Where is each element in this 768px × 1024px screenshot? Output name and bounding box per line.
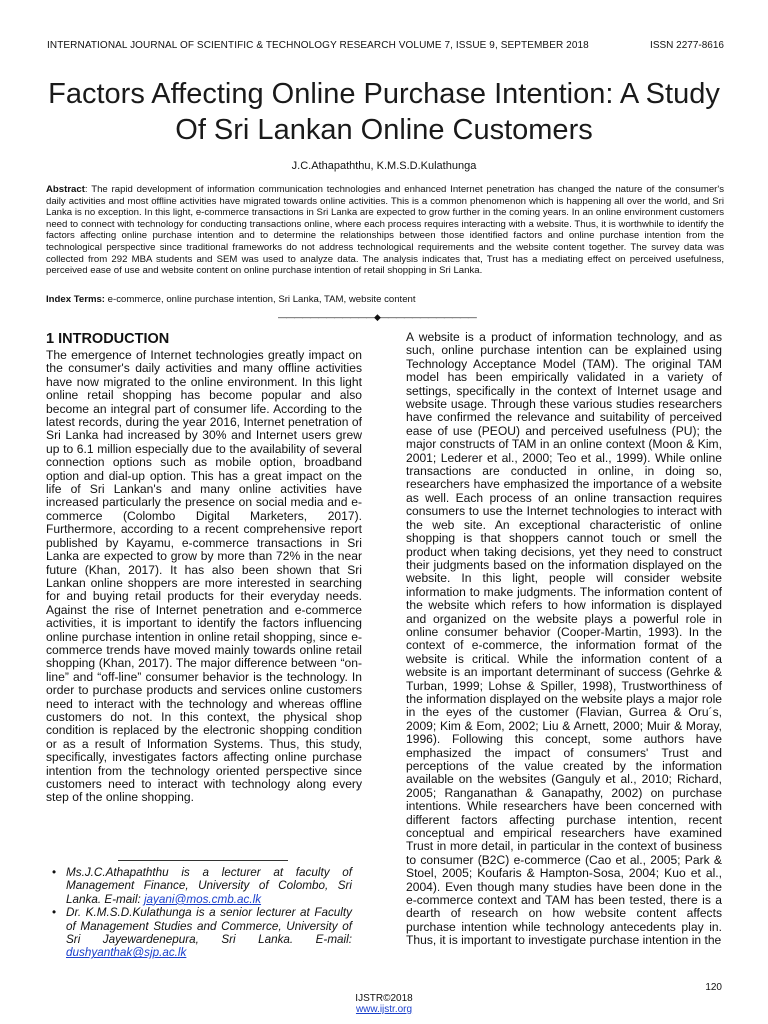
footnote-bullet: • [52,906,57,920]
abstract-text: : The rapid development of information communication technologies and enhanced Internet penetration has changed the nature of the consumer's daily activities and most offline activities have migrated towards online activities. This is a common phenomenon which is happening all over the world, and Sri Lanka is no exception. In this light, e-commerce transactions in Sri Lanka are expected to grow further in the coming years. In an online environment customers need to connect with technology for conducting transactions online, where each process requires interacting with a website. Thus, it is worthwhile to identify the factors affecting online purchase intention and to determine the relationships between those identified factors and online purchase intention from the technological perspective since traditional frameworks do not address technological requirements and the website content together. The survey data was collected from 292 MBA students and SEM was used to analyze data. The analysis indicates that, Trust has a mediating effect on perceived usefulness, perceived ease of use and website content on online purchase intention of retail shopping in Sri Lanka. [46,184,724,277]
footnote-bullet: • [52,866,57,879]
footnote-text: Dr. K.M.S.D.Kulathunga is a senior lecturer at Faculty of Management Studies and Commerce, University of Sri Jayewardenepura, Sri Lanka. E-mail: [66,906,352,947]
paper-title: Factors Affecting Online Purchase Intention: A Study Of Sri Lankan Online Customers [48,78,720,146]
abstract [46,184,724,277]
journal-url-link[interactable]: www.ijstr.org [355,1004,413,1015]
left-column [46,331,362,805]
copyright: IJSTR©2018 [355,993,413,1004]
issn-header: ISSN 2277-8616 [650,40,724,51]
intro-right-text: A website is a product of information technology, and as such, online purchase intention can be explained using Technology Acceptance Model (TAM). The original TAM model has been empirically validated in a variety of settings, specifically in the context of Internet usage and website usage. Through these various studies researchers have confirmed the relevance and suitability of perceived ease of use (PEOU) and perceived usefulness (PU); the major constructs of TAM in an online context (Moon & Kim, 2001; Lederer et al., 2000; Teo et al., 1999). While online transactions are conducted in online, in doing so, researchers have emphasized the importance of a website as well. Each process of an online transaction requires consumers to use the Internet technologies to interact with the web site. An exceptional characteristic of online shopping is that shoppers cannot touch or smell the product when taking decisions, yet they need to construct their judgments based on the information displayed on the website. In this light, people will consider website information to make judgments. The information content of the website which refers to how information is displayed and organized on the website plays a powerful role in online consumer behavior (Cooper-Martin, 1993). In the context of e-commerce, the information format of the website is critical. While the information content of a website is an important determinant of success (Gehrke & Turban, 1999; Lohse & Spiller, 1998), Trustworthiness of the information displayed on the website plays a major role in the eyes of the customer (Flavian, Gurrea & Oru´s, 2009; Kim & Eom, 2002; Liu & Arnett, 2000; Muir & Moray, 1996). Following this concept, some authors have emphasized the impact of consumers' Trust and perceptions of the value created by the information available on the websites (Ganguly et al., 2010; Richard, 2005; Ranganathan & Ganapathy, 2002) on purchase intentions. While researchers have been concerned with different factors affecting purchase intention, recent conceptual and empirical researchers have examined Trust in more detail, in particular in the context of business to consumer (B2C) e-commerce (Cao et al., 2005; Park & Stoel, 2005; Koufaris & Hampton-Sosa, 2004; Kuo et al., 2004). Even though many studies have been done in the e-commerce context and TAM has been tested, there is a dearth of research on how website content affects purchase intention while technology antecedents play in. Thus, it is important to investigate purchase intention in the [406,330,722,948]
index-terms-text: e-commerce, online purchase intention, Sri Lanka, TAM, website content [105,294,416,305]
footnote-rule [118,860,288,861]
journal-header: INTERNATIONAL JOURNAL OF SCIENTIFIC & TECHNOLOGY RESEARCH VOLUME 7, ISSUE 9, SEPTEMBER 2018 [47,40,589,51]
right-column [406,331,722,948]
page-footer [0,993,768,1015]
footnote-item [46,866,352,906]
page-number: 120 [705,982,722,993]
index-terms [46,294,724,305]
authors: J.C.Athapaththu, K.M.S.D.Kulathunga [291,160,477,172]
footnote-item [46,906,352,960]
footnote-text: Ms.J.C.Athapaththu is a lecturer at faculty of Management Finance, University of Colombo, Sri Lanka. E-mail: [66,866,352,906]
author-footnotes [46,866,352,960]
abstract-label: Abstract [46,184,85,195]
section-heading: 1 INTRODUCTION [46,331,170,347]
email-link[interactable]: dushyanthak@sjp.ac.lk [66,946,187,960]
section-divider: ————————————◆———————————— [278,312,476,322]
intro-left-text: The emergence of Internet technologies greatly impact on the consumer's daily activities and many offline activities have now migrated to the online environment. In this light online retail shopping has become popular and also become an integral part of consumer life. According to the latest records, during the year 2016, Internet penetration of Sri Lanka had increased by 30% and Internet users grew up to 6.1 million especially due to the availability of several connection options such as mobile option, broadband option and dial-up option. This has a great impact on the life of Sri Lankan's and many online activities have increased particularly the presence on social media and e-commerce (Colombo Digital Marketers, 2017). Furthermore, according to a recent comprehensive report published by Kayamu, e-commerce transactions in Sri Lanka are expected to grow by more than 72% in the near future (Khan, 2017). It has also been shown that Sri Lankan online shoppers are more interested in searching for and buying retail products for their everyday needs. Against the rise of Internet penetration and e-commerce activities, it is important to identify the factors influencing online purchase intention in online retail shopping, since e-commerce trends have moved mainly towards online retail shopping (Khan, 2017). The major difference between “on-line” and “off-line” consumer behavior is the technology. In order to purchase products and services online customers need to interact with the technology and whereas offline customers do not. In this context, the physical shop condition is replaced by the electronic shopping condition or as a result of Information Systems. Thus, this study, specifically, investigates factors affecting online purchase intention from the technology oriented perspective since customers need to interact with technology along every step of the online shopping. [46,348,362,805]
index-terms-label: Index Terms: [46,294,106,305]
email-link[interactable]: jayani@mos.cmb.ac.lk [143,892,262,906]
